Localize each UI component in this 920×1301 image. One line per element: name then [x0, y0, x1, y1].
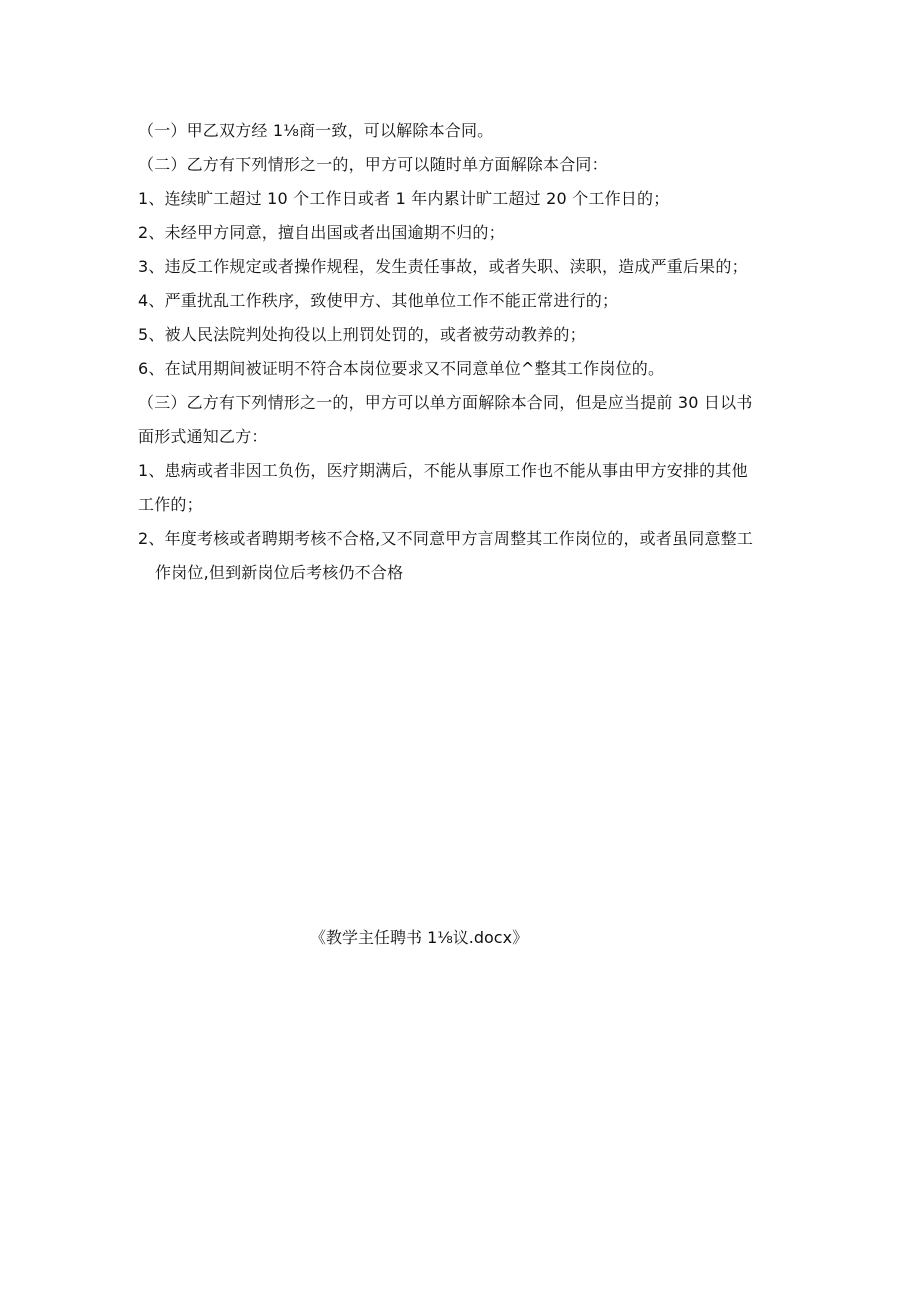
list-item: 3、违反工作规定或者操作规程，发生责任事故，或者失职、渎职，造成严重后果的； — [138, 257, 748, 276]
list-item-continuation: 作岗位,但到新岗位后考核仍不合格 — [155, 563, 404, 582]
paragraph-line: 面形式通知乙方： — [138, 427, 268, 446]
list-item: 6、在试用期间被证明不符合本岗位要求又不同意单位^整其工作岗位的。 — [138, 359, 665, 378]
list-item-continuation: 工作的； — [138, 495, 203, 514]
paragraph-line: （一）甲乙双方经 1⅛商一致，可以解除本合同。 — [138, 121, 494, 140]
paragraph-line: （三）乙方有下列情形之一的，甲方可以单方面解除本合同，但是应当提前 30 日以书 — [138, 393, 753, 412]
list-item: 4、严重扰乱工作秩序，致使甲方、其他单位工作不能正常进行的； — [138, 291, 619, 310]
paragraph-line: （二）乙方有下列情形之一的，甲方可以随时单方面解除本合同： — [138, 155, 608, 174]
document-filename-footer: 《教学主任聘书 1⅛议.docx》 — [310, 928, 529, 947]
list-item: 1、连续旷工超过 10 个工作日或者 1 年内累计旷工超过 20 个工作日的； — [138, 189, 670, 208]
list-item: 2、年度考核或者聘期考核不合格,又不同意甲方言周整其工作岗位的，或者虽同意整工 — [138, 529, 754, 548]
document-body — [138, 114, 788, 590]
list-item: 1、患病或者非因工负伤，医疗期满后，不能从事原工作也不能从事由甲方安排的其他 — [138, 461, 748, 480]
list-item: 5、被人民法院判处拘役以上刑罚处罚的，或者被劳动教养的； — [138, 325, 586, 344]
list-item: 2、未经甲方同意，擅自出国或者出国逾期不归的； — [138, 223, 505, 242]
